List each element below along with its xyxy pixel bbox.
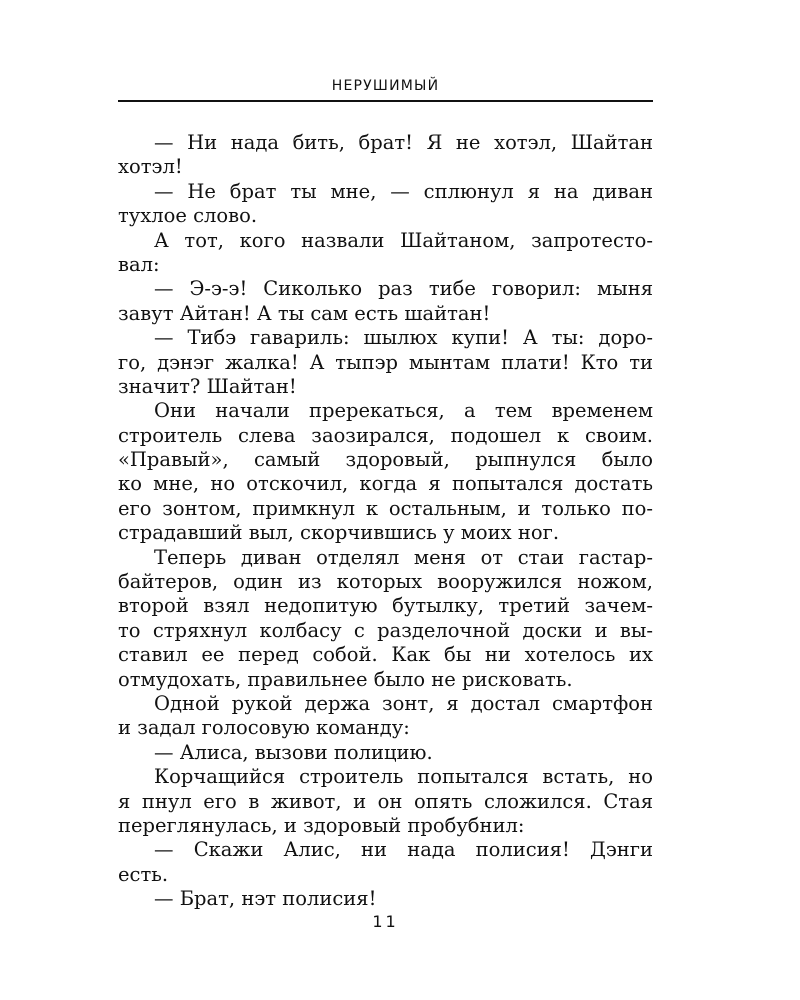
- text-line: — Э-э-э! Сиколько раз тибе говорил: мыня: [154, 277, 653, 301]
- text-line: — Ни нада бить, брат! Я не хотэл, Шайтан: [154, 131, 653, 154]
- text-line: отмудохать, правильнее было не рисковать.: [118, 667, 573, 691]
- header-rule: [118, 100, 653, 102]
- text-line: значит? Шайтан!: [118, 374, 297, 398]
- text-line: завут Айтан! А ты сам есть шайтан!: [118, 301, 491, 325]
- text-line: Теперь диван отделял меня от стаи гастар-: [154, 545, 653, 569]
- text-line: — Брат, нэт полисия!: [154, 887, 377, 911]
- text-line: хотэл!: [118, 155, 183, 179]
- text-line: — Скажи Алис, ни нада полисия! Дэнги: [154, 838, 653, 862]
- text-line: Одной рукой держа зонт, я достал смартфон: [154, 691, 653, 715]
- text-line: байтеров, один из которых вооружился ножом,: [118, 570, 653, 594]
- text-line: его зонтом, примкнул к остальным, и только по-: [118, 496, 653, 520]
- text-line: — Алиса, вызови полицию.: [154, 740, 433, 764]
- text-line: ставил ее перед собой. Как бы ни хотелось их: [118, 643, 653, 667]
- text-line: есть.: [118, 862, 169, 886]
- text-line: «Правый», самый здоровый, рыпнулся было: [118, 448, 653, 472]
- text-line: тухлое слово.: [118, 204, 258, 228]
- text-line: — Не брат ты мне, — сплюнул я на диван: [154, 179, 653, 203]
- text-line: го, дэнэг жалка! А тыпэр мынтам плати! Кто ти: [118, 350, 653, 374]
- text-line: ко мне, но отскочил, когда я попытался достать: [118, 472, 653, 496]
- running-title: НЕРУШИМЫЙ: [331, 78, 440, 94]
- text-line: Корчащийся строитель попытался встать, но: [154, 765, 653, 789]
- text-line: Они начали пререкаться, а тем временем: [154, 399, 653, 423]
- text-line: А тот, кого назвали Шайтаном, запротесто-: [154, 228, 653, 252]
- text-line: я пнул его в живот, и он опять сложился. Стая: [118, 789, 653, 813]
- text-line: вал:: [118, 252, 160, 276]
- text-line: второй взял недопитую бутылку, третий зачем-: [118, 594, 653, 618]
- text-line: и задал голосовую команду:: [118, 716, 410, 740]
- text-line: страдавший выл, скорчившись у моих ног.: [118, 521, 560, 545]
- page-number: 11: [372, 912, 399, 931]
- text-line: то стряхнул колбасу с разделочной доски и вы-: [118, 618, 653, 642]
- text-line: — Тибэ гавариль: шылюх купи! А ты: доро-: [154, 326, 653, 350]
- body-text: [118, 131, 653, 912]
- text-line: переглянулась, и здоровый пробубнил:: [118, 813, 525, 837]
- text-line: строитель слева заозирался, подошел к своим.: [118, 423, 653, 447]
